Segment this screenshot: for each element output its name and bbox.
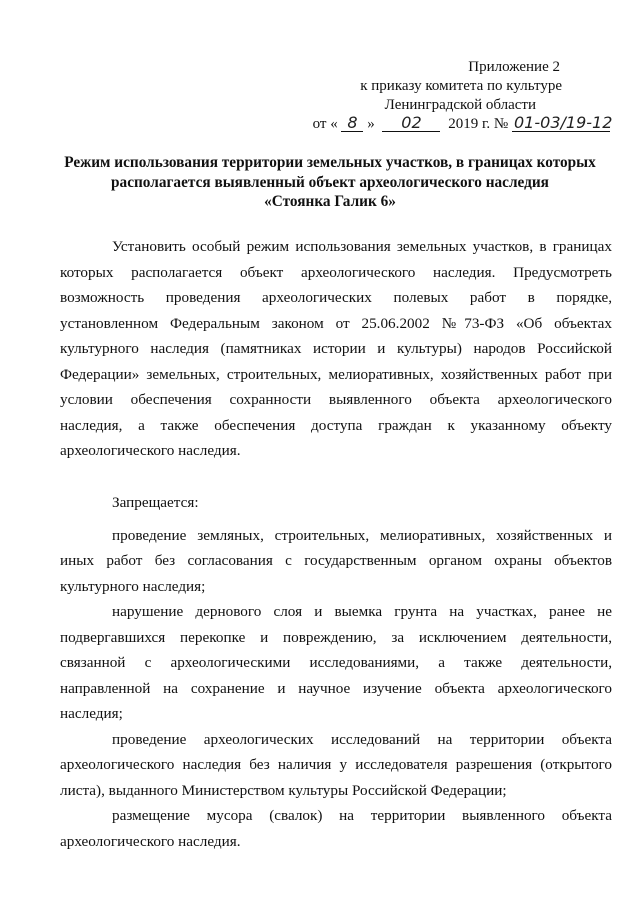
prohibition-item xyxy=(60,727,612,804)
date-mid: » xyxy=(367,116,375,132)
handwritten-month: 02 xyxy=(382,115,440,132)
prohibition-item xyxy=(60,523,612,600)
prohibition-item xyxy=(60,599,612,727)
paragraph-line: иных работ без согласования с государственным органом охраны объектов xyxy=(60,552,612,569)
paragraph-line: археологического наследия. xyxy=(60,442,241,459)
paragraph-line: возможность проведения археологических полевых работ в порядке, xyxy=(60,289,612,306)
paragraph-line: установленном Федеральным законом от 25.06.2002 №73-ФЗ «Об объектах xyxy=(60,314,612,332)
date-year: 2019 г. № xyxy=(448,116,509,132)
paragraph-line: Федерации» земельных, строительных, мелиоративных, хозяйственных работ при xyxy=(60,365,612,383)
paragraph-line: которых располагается объект археологического наследия. Предусмотреть xyxy=(60,263,612,281)
handwritten-order-number: 01-03/19-12 xyxy=(514,113,613,132)
paragraph-line: размещение мусора (свалок) на территории выявленного объекта xyxy=(112,807,612,824)
paragraph-line: подвергавшихся перекопке и повреждению, за исключением деятельности, xyxy=(60,628,612,646)
appendix-label: Приложение 2 xyxy=(468,59,560,75)
handwritten-day: 8 xyxy=(341,115,363,132)
paragraph-line: наследия, а также обеспечения доступа граждан к указанному объекту xyxy=(60,416,612,434)
title-line: Режим использования территории земельных участков, в границах которых xyxy=(64,154,596,171)
appendix-region: Ленинградской области xyxy=(384,97,536,113)
regime-paragraph xyxy=(60,234,612,464)
title-line: «Стоянка Галик 6» xyxy=(264,193,396,210)
paragraph-line: направленной на сохранение и научное изучение объекта археологического xyxy=(60,679,612,697)
prohibitions-section xyxy=(60,490,612,854)
date-prefix: от « xyxy=(312,116,338,132)
paragraph-line: связанной с археологическими исследованиями, а также деятельности, xyxy=(60,654,612,671)
title-line: располагается выявленный объект археологического наследия xyxy=(111,173,549,191)
paragraph-line: проведение земляных, строительных, мелиоративных, хозяйственных и xyxy=(112,526,612,544)
paragraph-line: проведение археологических исследований на территории объекта xyxy=(112,730,612,748)
document-title xyxy=(60,153,600,212)
paragraph-line: наследия; xyxy=(60,705,123,722)
order-date-line xyxy=(280,113,613,134)
paragraph-line: условии обеспечения сохранности выявленного объекта археологического xyxy=(60,391,612,408)
prohibitions-heading: Запрещается: xyxy=(112,494,199,511)
paragraph-line: нарушение дернового слоя и выемка грунта на участках, ранее не xyxy=(112,603,612,620)
paragraph-line: Установить особый режим использования земельных участков, в границах xyxy=(112,238,612,255)
paragraph-line: культурного наследия (памятниках истории и культуры) народов Российской xyxy=(60,340,612,357)
paragraph-line: культурного наследия; xyxy=(60,577,206,595)
paragraph-line: археологического наследия без наличия у исследователя разрешения (открытого xyxy=(60,756,612,773)
appendix-order-ref: к приказу комитета по культуре xyxy=(360,78,562,94)
paragraph-line: археологического наследия. xyxy=(60,832,241,850)
appendix-header xyxy=(280,58,613,134)
prohibition-item xyxy=(60,803,612,854)
paragraph-line: листа), выданного Министерством культуры Российской Федерации; xyxy=(60,781,507,799)
